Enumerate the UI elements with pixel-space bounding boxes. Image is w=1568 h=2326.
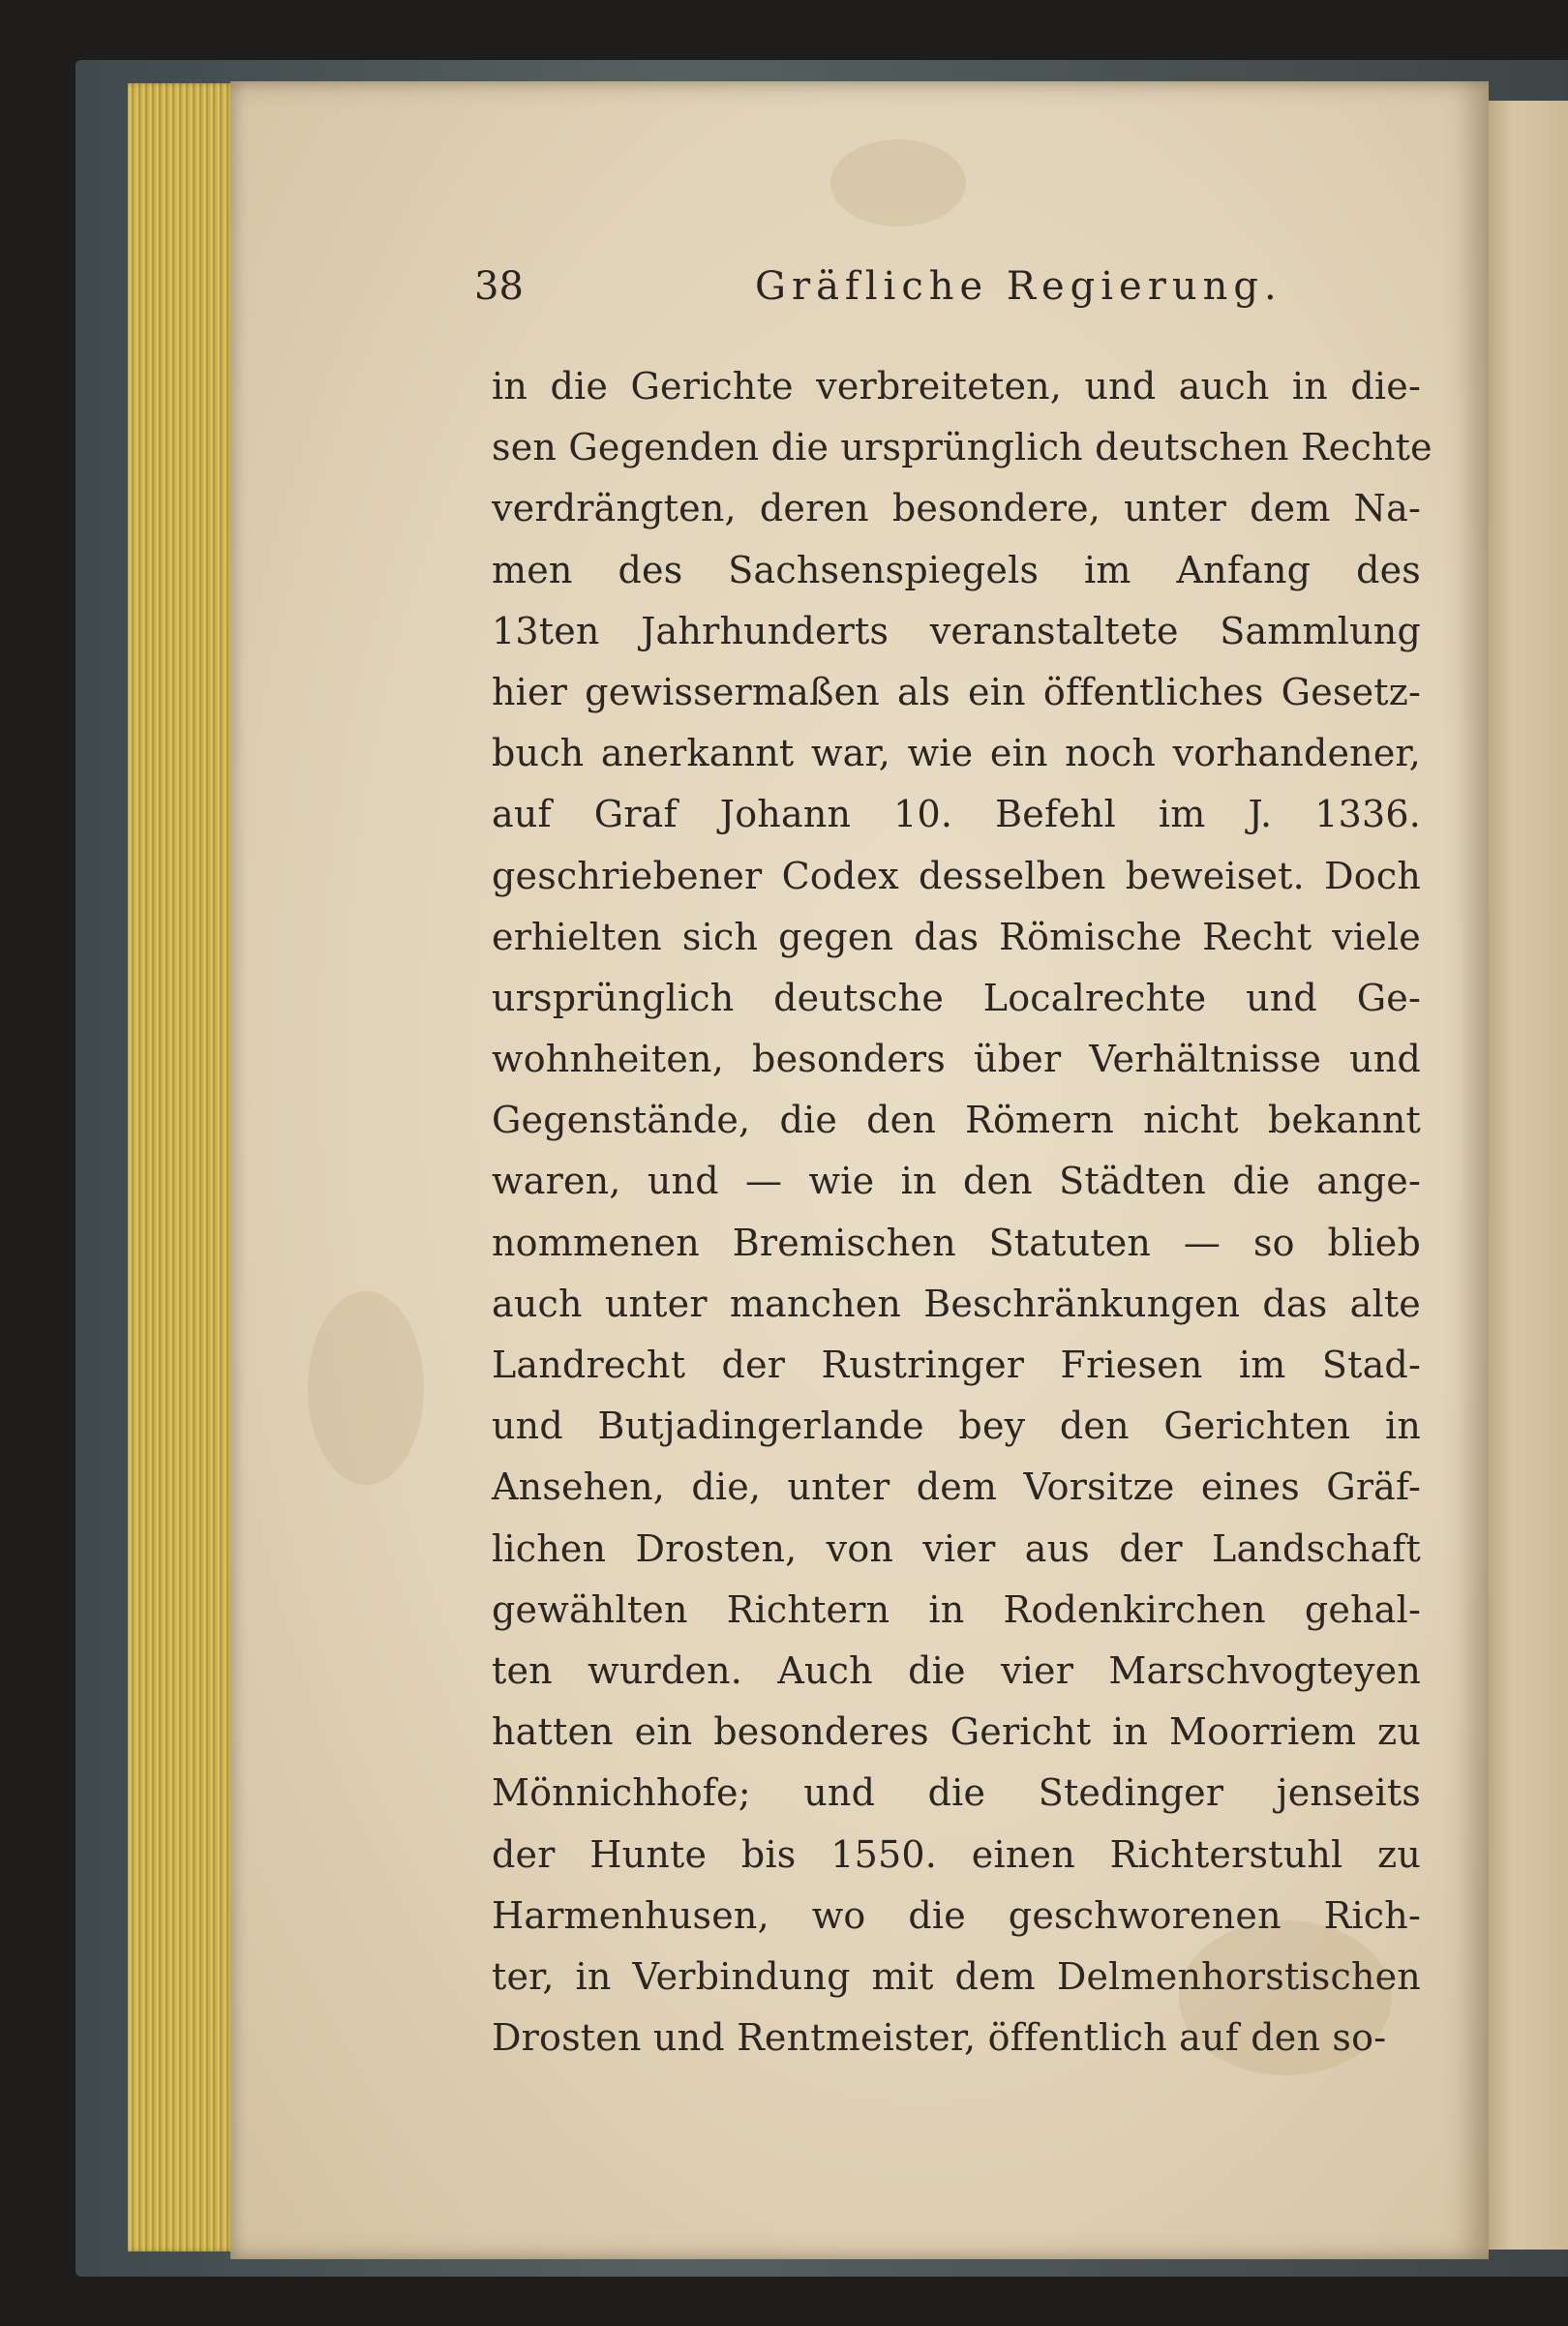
paper-stain xyxy=(830,139,966,227)
text-line: lichen Drosten, von vier aus der Landschaft xyxy=(492,1526,1421,1570)
text-line: Landrecht der Rustringer Friesen im Stad- xyxy=(492,1344,1421,1386)
facing-page-edge xyxy=(1489,101,1568,2250)
running-head: Gräfliche Regierung. xyxy=(755,264,1282,309)
text-line: 13ten Jahrhunderts veranstaltete Sammlung xyxy=(492,609,1421,652)
text-line: ten wurden. Auch die vier Marschvogteyen xyxy=(492,1648,1421,1692)
text-line: Mönnichhofe; und die Stedinger jenseits xyxy=(492,1771,1421,1815)
text-line: buch anerkannt war, wie ein noch vorhandener, xyxy=(492,732,1421,775)
text-line: auf Graf Johann 10. Befehl im J. 1336. xyxy=(492,793,1421,836)
text-line: Drosten und Rentmeister, öffentlich auf den so- xyxy=(492,2016,1387,2060)
text-body xyxy=(492,356,1432,2069)
text-line: waren, und — wie in den Städten die ange- xyxy=(492,1160,1421,1203)
text-line: hier gewissermaßen als ein öffentliches Gesetz- xyxy=(492,670,1421,713)
page-edges xyxy=(128,83,240,2251)
text-line: wohnheiten, besonders über Verhältnisse und xyxy=(492,1038,1421,1081)
text-line: verdrängten, deren besondere, unter dem Na- xyxy=(492,487,1421,530)
text-line: erhielten sich gegen das Römische Recht viele xyxy=(492,915,1421,958)
text-line: men des Sachsenspiegels im Anfang des xyxy=(492,548,1421,591)
text-line: geschriebener Codex desselben beweiset. Doch xyxy=(492,854,1421,897)
text-line: nommenen Bremischen Statuten — so blieb xyxy=(492,1221,1421,1264)
page-header xyxy=(474,259,1442,314)
page-number: 38 xyxy=(474,264,524,309)
text-line: Gegenstände, die den Römern nicht bekannt xyxy=(492,1099,1421,1142)
text-line: Harmenhusen, wo die geschworenen Rich- xyxy=(492,1893,1421,1937)
paper-stain xyxy=(308,1291,424,1485)
text-line: der Hunte bis 1550. einen Richterstuhl zu xyxy=(492,1832,1421,1876)
text-line: ursprünglich deutsche Localrechte und Ge- xyxy=(492,976,1421,1019)
text-line: hatten ein besonderes Gericht in Moorriem zu xyxy=(492,1710,1421,1754)
text-line: gewählten Richtern in Rodenkirchen gehal- xyxy=(492,1587,1421,1631)
text-line: auch unter manchen Beschränkungen das alte xyxy=(492,1282,1421,1325)
text-line: sen Gegenden die ursprünglich deutschen Rechte xyxy=(492,426,1432,469)
text-line: Ansehen, die, unter dem Vorsitze eines Gräf- xyxy=(492,1465,1421,1509)
text-line: in die Gerichte verbreiteten, und auch in die- xyxy=(492,365,1421,408)
text-line: und Butjadingerlande bey den Gerichten in xyxy=(492,1405,1421,1448)
text-line: ter, in Verbindung mit dem Delmenhorstischen xyxy=(492,1954,1421,1998)
